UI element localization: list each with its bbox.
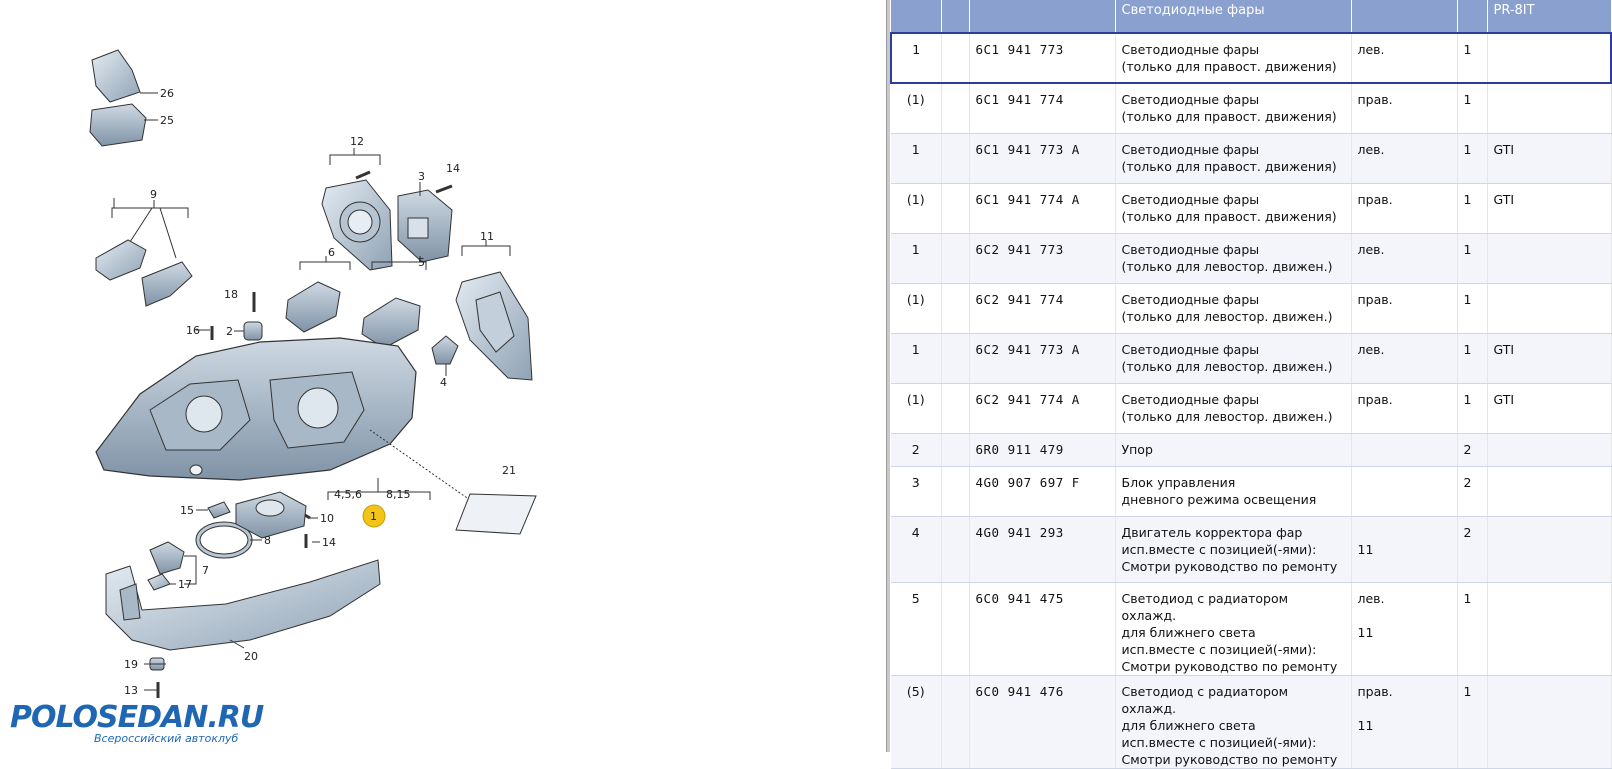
- callout-8: 8: [264, 534, 271, 547]
- cell-description: [1115, 283, 1351, 333]
- cell-qty: [1457, 233, 1487, 283]
- qty-value: 1: [1463, 291, 1472, 307]
- cell-description: [1115, 83, 1351, 133]
- cell-pr-code: [1487, 283, 1611, 333]
- cell-pr-code: [1487, 183, 1611, 233]
- cell-pos: [891, 675, 941, 768]
- description-line: исп.вместе с позицией(-ями):: [1121, 734, 1317, 750]
- cell-blank: [941, 83, 969, 133]
- description-line: Светодиодные фары: [1121, 141, 1260, 157]
- qty-value: 2: [1463, 441, 1472, 457]
- description-line: (только для правост. движения): [1121, 158, 1337, 174]
- callout-5: 5: [418, 256, 425, 269]
- pr-code-value: GTI: [1493, 341, 1515, 357]
- note-line: лев.: [1357, 341, 1385, 357]
- note-line: прав.: [1357, 683, 1393, 699]
- logo-title: POLOSEDAN.RU: [10, 700, 264, 735]
- callout-12: 12: [350, 135, 364, 148]
- cell-description: [1115, 383, 1351, 433]
- cell-note: [1351, 516, 1457, 582]
- cell-pr-code: [1487, 383, 1611, 433]
- part-9-connectors[interactable]: [96, 200, 192, 306]
- cell-description: [1115, 675, 1351, 768]
- polosedan-logo: [10, 700, 264, 745]
- cell-pos: [891, 183, 941, 233]
- callout-25: 25: [160, 114, 174, 127]
- description-line: для ближнего света: [1121, 717, 1256, 733]
- part-number-value[interactable]: 6C2 941 773 A: [975, 341, 1080, 357]
- pos-value: (1): [906, 92, 925, 107]
- callout-6: 6: [328, 246, 335, 259]
- cell-pos: [891, 83, 941, 133]
- cell-description: [1115, 466, 1351, 516]
- callout-20: 20: [244, 650, 258, 663]
- callout-10: 10: [320, 512, 334, 525]
- pos-value: (1): [906, 391, 925, 407]
- callout-16: 16: [186, 324, 200, 337]
- part-4-motor[interactable]: [432, 336, 458, 374]
- qty-value: 1: [1463, 191, 1472, 207]
- description-line: Смотри руководство по ремонту: [1121, 658, 1338, 674]
- qty-value: 2: [1463, 524, 1472, 540]
- table-row[interactable]: [891, 516, 1611, 582]
- description-line: (только для правост. движения): [1121, 109, 1337, 124]
- part-3-control-unit[interactable]: [398, 190, 452, 262]
- cell-note: [1351, 582, 1457, 675]
- header-qty[interactable]: [1457, 0, 1487, 33]
- table-row[interactable]: [891, 383, 1611, 433]
- callout-2: 2: [226, 325, 233, 338]
- callout-17: 17: [178, 578, 192, 591]
- cell-qty: [1457, 516, 1487, 582]
- part-1-headlight[interactable]: [96, 338, 416, 480]
- cell-pos: [891, 333, 941, 383]
- header-blank[interactable]: [941, 0, 969, 33]
- part-number-value[interactable]: 6C0 941 476: [975, 683, 1064, 699]
- cell-note: [1351, 383, 1457, 433]
- cell-qty: [1457, 333, 1487, 383]
- cell-pr-code: [1487, 133, 1611, 183]
- part-17-clip[interactable]: [148, 574, 170, 590]
- cell-blank: [941, 283, 969, 333]
- table-row[interactable]: [891, 233, 1611, 283]
- note-line: лев.: [1357, 42, 1385, 57]
- cell-pr-code: [1487, 33, 1611, 83]
- pos-value: 1: [911, 141, 920, 157]
- qty-value: 1: [1463, 241, 1472, 257]
- cell-qty: [1457, 433, 1487, 466]
- note-line: [1358, 524, 1451, 541]
- cell-pr-code: [1487, 333, 1611, 383]
- part-number-value[interactable]: 6C2 941 774: [975, 291, 1064, 307]
- description-line: Светодиодные фары: [1121, 291, 1260, 307]
- cell-blank: [941, 333, 969, 383]
- pos-value: 4: [911, 524, 920, 540]
- cell-part-number: [969, 283, 1115, 333]
- description-line: Светодиодные фары: [1121, 341, 1260, 357]
- cell-pr-code: [1487, 233, 1611, 283]
- cell-part-number: [969, 83, 1115, 133]
- cell-pos: [891, 433, 941, 466]
- callout-11: 11: [480, 230, 494, 243]
- callout-19: 19: [124, 658, 138, 671]
- cell-pr-code: [1487, 675, 1611, 768]
- cell-qty: [1457, 675, 1487, 768]
- part-number-value[interactable]: 6R0 911 479: [975, 441, 1064, 457]
- description-line: (только для правост. движения): [1121, 59, 1337, 74]
- description-line: Двигатель корректора фар: [1121, 524, 1303, 540]
- description-line: Блок управления: [1121, 474, 1236, 490]
- part-11-bracket[interactable]: [456, 246, 532, 380]
- part-8-ring[interactable]: [198, 524, 250, 556]
- qty-value: 1: [1463, 341, 1472, 357]
- cell-blank: [941, 233, 969, 283]
- cell-blank: [941, 183, 969, 233]
- cell-pos: [891, 383, 941, 433]
- callout-4: 4: [440, 376, 447, 389]
- cell-pr-code: [1487, 582, 1611, 675]
- callout-1-badge[interactable]: [363, 505, 385, 527]
- note-line: прав.: [1357, 191, 1393, 207]
- cell-part-number: [969, 675, 1115, 768]
- note-line: [1358, 700, 1451, 717]
- header-description[interactable]: Светодиодные фары: [1115, 0, 1351, 33]
- table-row[interactable]: [891, 433, 1611, 466]
- table-row[interactable]: [891, 333, 1611, 383]
- note-line: прав.: [1357, 391, 1393, 407]
- pos-value: 5: [911, 590, 920, 606]
- description-line: (только для левостор. движен.): [1121, 358, 1333, 374]
- pos-value: 1: [912, 42, 921, 57]
- part-25-module[interactable]: [90, 104, 158, 146]
- callout-13: 13: [124, 684, 138, 697]
- cell-note: [1351, 183, 1457, 233]
- cell-note: [1351, 433, 1457, 466]
- table-row[interactable]: [891, 33, 1611, 83]
- cell-qty: [1457, 183, 1487, 233]
- cell-description: [1115, 183, 1351, 233]
- table-row[interactable]: [891, 83, 1611, 133]
- cell-qty: [1457, 466, 1487, 516]
- cell-part-number: [969, 582, 1115, 675]
- cell-note: [1351, 283, 1457, 333]
- part-26-clip[interactable]: [92, 50, 158, 102]
- cell-note: [1351, 333, 1457, 383]
- parts-table-pane: [890, 0, 1610, 767]
- cell-qty: [1457, 133, 1487, 183]
- description-line: (только для левостор. движен.): [1121, 258, 1333, 274]
- qty-value: 1: [1463, 590, 1472, 606]
- cell-pos: [891, 283, 941, 333]
- note-line: прав.: [1357, 92, 1393, 107]
- cell-description: [1115, 133, 1351, 183]
- callout-3: 3: [418, 170, 425, 183]
- pos-value: 2: [911, 441, 920, 457]
- pos-value: (1): [906, 191, 925, 207]
- cell-blank: [941, 33, 969, 83]
- description-line: Светодиод с радиатором охлажд.: [1121, 683, 1289, 716]
- callout-9: 9: [150, 188, 157, 201]
- qty-value: 1: [1463, 92, 1472, 107]
- cell-description: [1115, 233, 1351, 283]
- cell-pos: [891, 33, 941, 83]
- cell-pr-code: [1487, 83, 1611, 133]
- cell-blank: [941, 433, 969, 466]
- description-line: Светодиодные фары: [1121, 92, 1260, 107]
- pr-code-value: GTI: [1493, 391, 1515, 407]
- callout-8-15: 8,15: [386, 488, 411, 501]
- part-number-value[interactable]: 6C1 941 774 A: [975, 191, 1080, 207]
- logo-subtitle: Всероссийский автоклуб: [94, 732, 239, 745]
- cell-note: [1351, 675, 1457, 768]
- part-number-value[interactable]: 4G0 907 697 F: [975, 474, 1080, 490]
- callout-18: 18: [224, 288, 238, 301]
- cell-part-number: [969, 183, 1115, 233]
- description-line: Светодиодные фары: [1121, 42, 1260, 57]
- callout-21: 21: [502, 464, 516, 477]
- cell-pos: [891, 466, 941, 516]
- pos-value: 3: [911, 474, 920, 490]
- part-number-value[interactable]: 6C2 941 773: [975, 241, 1064, 257]
- note-line: прав.: [1357, 291, 1393, 307]
- description-line: (только для левостор. движен.): [1121, 308, 1333, 324]
- part-number-value[interactable]: 6C1 941 773 A: [975, 141, 1080, 157]
- pos-value: (1): [906, 291, 925, 307]
- cell-blank: [941, 133, 969, 183]
- qty-value: 2: [1463, 474, 1472, 490]
- pr-code-value: GTI: [1493, 191, 1515, 207]
- table-row[interactable]: [891, 466, 1611, 516]
- cell-pos: [891, 516, 941, 582]
- description-line: исп.вместе с позицией(-ями):: [1121, 541, 1317, 557]
- part-number-value[interactable]: 6C2 941 774 A: [975, 391, 1080, 407]
- part-15-clip[interactable]: [208, 502, 230, 518]
- cell-description: [1115, 33, 1351, 83]
- qty-value: 1: [1463, 391, 1472, 407]
- callout-15: 15: [180, 504, 194, 517]
- cell-pos: [891, 582, 941, 675]
- header-note[interactable]: [1351, 0, 1457, 33]
- note-line: лев.: [1357, 590, 1385, 606]
- part-2-stop[interactable]: [244, 322, 262, 340]
- description-line: исп.вместе с позицией(-ями):: [1121, 641, 1317, 657]
- part-number-value[interactable]: 4G0 941 293: [975, 524, 1064, 540]
- cell-note: [1351, 233, 1457, 283]
- part-number-value[interactable]: 6C1 941 774: [975, 92, 1064, 107]
- parts-table: [890, 0, 1612, 769]
- cell-description: [1115, 582, 1351, 675]
- note-line: лев.: [1357, 141, 1385, 157]
- header-pr-code[interactable]: PR-8IT: [1487, 0, 1611, 33]
- cell-blank: [941, 466, 969, 516]
- note-line: 11: [1357, 541, 1374, 557]
- description-line: Упор: [1121, 441, 1153, 457]
- cell-qty: [1457, 283, 1487, 333]
- note-line: [1358, 607, 1451, 624]
- cell-part-number: [969, 383, 1115, 433]
- qty-value: 1: [1463, 42, 1472, 57]
- pos-value: (5): [906, 683, 925, 699]
- table-row[interactable]: [891, 283, 1611, 333]
- cell-blank: [941, 516, 969, 582]
- table-row[interactable]: [891, 133, 1611, 183]
- cell-note: [1351, 466, 1457, 516]
- description-line: для ближнего света: [1121, 624, 1256, 640]
- cell-qty: [1457, 83, 1487, 133]
- cell-pr-code: [1487, 433, 1611, 466]
- callout-4-5-6: 4,5,6: [334, 488, 362, 501]
- cell-part-number: [969, 466, 1115, 516]
- cell-part-number: [969, 33, 1115, 83]
- callout-7: 7: [202, 564, 209, 577]
- callout-14: 14: [446, 162, 460, 175]
- part-number-value[interactable]: 6C0 941 475: [975, 590, 1064, 606]
- cell-blank: [941, 383, 969, 433]
- cell-note: [1351, 133, 1457, 183]
- table-header-row: [891, 0, 1611, 33]
- part-5-led[interactable]: [362, 262, 426, 348]
- cell-blank: [941, 675, 969, 768]
- description-line: дневного режима освещения: [1121, 491, 1317, 507]
- callout-1: 1: [370, 510, 377, 523]
- header-part-number[interactable]: [969, 0, 1115, 33]
- cell-qty: [1457, 383, 1487, 433]
- cell-part-number: [969, 433, 1115, 466]
- description-line: Светодиодные фары: [1121, 241, 1260, 257]
- cell-part-number: [969, 233, 1115, 283]
- note-line: лев.: [1357, 241, 1385, 257]
- description-line: Светодиодные фары: [1121, 391, 1260, 407]
- description-line: Смотри руководство по ремонту: [1121, 558, 1338, 574]
- cell-pos: [891, 233, 941, 283]
- cell-description: [1115, 516, 1351, 582]
- cell-note: [1351, 33, 1457, 83]
- table-row[interactable]: [891, 582, 1611, 675]
- description-line: (только для левостор. движен.): [1121, 408, 1333, 424]
- pos-value: 1: [911, 341, 920, 357]
- table-row[interactable]: [891, 183, 1611, 233]
- cell-qty: [1457, 582, 1487, 675]
- description-line: Светодиод с радиатором охлажд.: [1121, 590, 1289, 623]
- description-line: (только для правост. движения): [1121, 208, 1337, 224]
- part-number-value[interactable]: 6C1 941 773: [975, 42, 1064, 57]
- qty-value: 1: [1463, 683, 1472, 699]
- cell-description: [1115, 333, 1351, 383]
- cell-note: [1351, 83, 1457, 133]
- cell-blank: [941, 582, 969, 675]
- cell-pr-code: [1487, 466, 1611, 516]
- description-line: Смотри руководство по ремонту: [1121, 751, 1338, 767]
- callout-26: 26: [160, 87, 174, 100]
- qty-value: 1: [1463, 141, 1472, 157]
- cell-qty: [1457, 33, 1487, 83]
- pr-code-value: GTI: [1493, 141, 1515, 157]
- cell-part-number: [969, 333, 1115, 383]
- cell-part-number: [969, 516, 1115, 582]
- cell-pos: [891, 133, 941, 183]
- note-line: 11: [1357, 624, 1374, 640]
- cell-part-number: [969, 133, 1115, 183]
- cell-pr-code: [1487, 516, 1611, 582]
- part-6-led[interactable]: [286, 262, 350, 332]
- description-line: Светодиодные фары: [1121, 191, 1260, 207]
- note-line: 11: [1357, 717, 1374, 733]
- cell-description: [1115, 433, 1351, 466]
- part-21-film[interactable]: [456, 494, 536, 534]
- pos-value: 1: [911, 241, 920, 257]
- part-20-bracket[interactable]: [106, 560, 380, 650]
- callout-14-lower: 14: [322, 536, 336, 549]
- header-pos[interactable]: [891, 0, 941, 33]
- table-row[interactable]: [891, 675, 1611, 768]
